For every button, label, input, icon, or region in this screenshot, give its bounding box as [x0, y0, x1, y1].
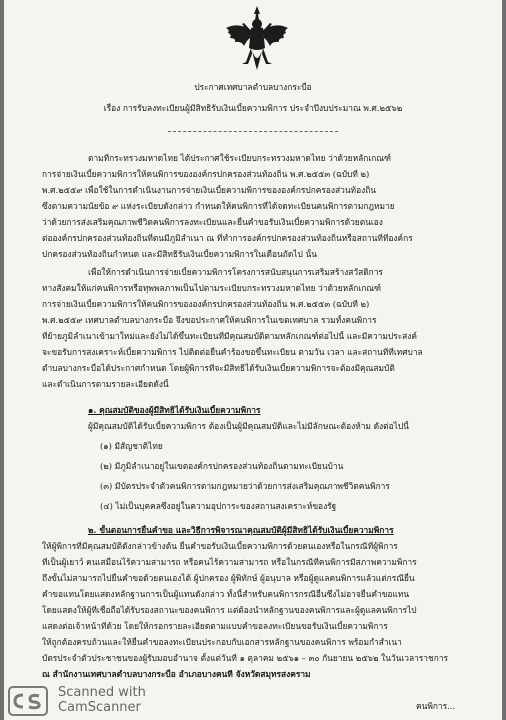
section2-line: ที่เป็นผู้เยาว์ คนเสมือนไร้ความสามารถ หรือคนไร้ความสามารถ หรือในกรณีที่คนพิการมีสภาพความพิการ	[42, 557, 417, 567]
para1-line: ปกครองส่วนท้องถิ่นกำหนด และมีสิทธิรับเงินเบี้ยความพิการในเดือนถัดไป นั้น	[42, 249, 317, 259]
section1-heading: ๑. คุณสมบัติของผู้มีสิทธิได้รับเงินเบี้ยความพิการ	[88, 405, 261, 415]
section2-line: บัตรประจำตัวประชาชนของผู้รับมอบอำนาจ ตั้งแต่วันที่ ๑ ตุลาคม ๒๕๖๑ – ๓๐ กันยายน ๒๕๖๒ ในวันเวลาราชการ	[42, 653, 448, 663]
para1-line: ต่อองค์กรปกครองส่วนท้องถิ่นที่ตนมีภูมิลำเนา ณ ที่ทำการองค์กรปกครองส่วนท้องถิ่นหรือสถานที่ที่องค์กร	[42, 233, 413, 243]
camscanner-logo-icon	[8, 686, 48, 716]
para2-line: ที่ย้ายภูมิลำเนาเข้ามาใหม่และยังไม่ได้ขึ้นทะเบียนที่มีคุณสมบัติตามหลักเกณฑ์ต่อไปนี้ และมีความประสงค์	[42, 331, 417, 341]
continued-marker: คนพิการ...	[416, 701, 456, 711]
section2-line: ถึงขั้นไม่สามารถไปยื่นคำขอด้วยตนเองได้ ผู้ปกครอง ผู้พิทักษ์ ผู้อนุบาล หรือผู้ดูแลคนพิการแล้วแต่กรณียื่น	[42, 573, 415, 583]
para2-line: การจ่ายเงินเบี้ยความพิการให้คนพิการขององค์กรปกครองส่วนท้องถิ่น พ.ศ.๒๕๕๓ (ฉบับที่ ๒)	[42, 299, 370, 309]
section2-line: ให้ผู้พิการที่มีคุณสมบัติดังกล่าวข้างต้น ยื่นคำขอรับเงินเบี้ยความพิการด้วยตนเองหรือในกรณีที่ผู้พิการ	[42, 541, 398, 551]
section2-line: คำขอแทนโดยแสดงหลักฐานการเป็นผู้แทนดังกล่าว ทั้งนี้สำหรับคนพิการกรณีอื่นซึ่งไม่อาจยื่นคำขอแทน	[42, 589, 410, 599]
section2-line: โดยแสดงให้ผู้ที่เชื่อถือได้รับรองสถานะของคนพิการ แต่ต้องนำหลักฐานของคนพิการและผู้ดูแลคนพิการไป	[42, 605, 417, 615]
section2-line: ให้ถูกต้องครบถ้วนและให้ยื่นคำขอลงทะเบียนประกอบกับเอกสารหลักฐานของคนพิการ พร้อมกำสำเนา	[42, 637, 402, 647]
section1-intro: ผู้มีคุณสมบัติได้รับเบี้ยความพิการ ต้องเป็นผู้มีคุณสมบัติและไม่มีลักษณะต้องห้าม ดังต่อไปนี้	[88, 421, 409, 431]
section1-item: (๑) มีสัญชาติไทย	[100, 441, 163, 451]
para1-line: พ.ศ.๒๕๕๙ เพื่อใช้ในการดำเนินงานการจ่ายเงินเบี้ยความพิการขององค์กรปกครองส่วนท้องถิ่น	[42, 185, 376, 195]
office-title: ประกาศเทศบาลตำบลบางกระบือ	[194, 82, 312, 92]
document-page	[4, 0, 502, 720]
section2-heading: ๒. ขั้นตอนการยื่นคำขอ และวิธีการพิจารณาคุณสมบัติผู้มีสิทธิได้รับเงินเบี้ยความพิการ	[88, 525, 394, 535]
section2-line: แสดงต่อเจ้าหน้าที่ด้วย โดยให้กรอกรายละเอียดตามแบบคำขอลงทะเบียนขอรับเงินเบี้ยความพิการ	[42, 621, 388, 631]
para2-line: ทางสังคมให้แก่คนพิการหรือทุพพลภาพเป็นไปตามระเบียบกระทรวงมหาดไทย ว่าด้วยหลักเกณฑ์	[42, 283, 382, 293]
para1-line: การจ่ายเงินเบี้ยความพิการให้คนพิการขององค์กรปกครองส่วนท้องถิ่น พ.ศ.๒๕๕๓ (ฉบับที่ ๒)	[42, 169, 370, 179]
title-divider	[168, 131, 338, 132]
section1-item: (๓) มีบัตรประจำตัวคนพิการตามกฎหมายว่าด้วยการส่งเสริมคุณภาพชีวิตคนพิการ	[100, 481, 390, 491]
camscanner-watermark	[58, 685, 146, 715]
section2-line: ณ สำนักงานเทศบาลตำบลบางกระบือ อำเภอบางคนที จังหวัดสมุทรสงคราม	[42, 669, 311, 679]
section1-item: (๒) มีภูมิลำเนาอยู่ในเขตองค์กรปกครองส่วนท้องถิ่นตามทะเบียนบ้าน	[100, 461, 344, 471]
scanner-line-1: Scanned with	[58, 685, 146, 700]
para2-line: ตำบลบางกระบือได้ประกาศกำหนด โดยผู้พิการที่จะมีสิทธิได้รับเงินเบี้ยความพิการจะต้องมีคุณสมบัติ	[42, 363, 395, 373]
para2-line: พ.ศ.๒๕๕๙ เทศบาลตำบลบางกระบือ จึงขอประกาศให้คนพิการในเขตเทศบาล รวมทั้งคนพิการ	[42, 315, 377, 325]
subject-line: เรื่อง การรับลงทะเบียนผู้มีสิทธิรับเงินเบี้ยความพิการ ประจำปีงบประมาณ พ.ศ.๒๕๖๒	[103, 103, 403, 113]
scanner-line-2: CamScanner	[58, 700, 141, 715]
para1-line: ตามที่กระทรวงมหาดไทย ได้ประกาศใช้ระเบียบกระทรวงมหาดไทย ว่าด้วยหลักเกณฑ์	[88, 153, 391, 163]
section1-item: (๔) ไม่เป็นบุคคลซึ่งอยู่ในความอุปการะของสถานสงเคราะห์ของรัฐ	[100, 501, 337, 511]
para2-line: และดำเนินการตามรายละเอียดดังนี้	[42, 379, 169, 389]
para2-line: เพื่อให้การดำเนินการจ่ายเบี้ยความพิการโครงการสนับสนุนการเสริมสร้างสวัสดิการ	[88, 267, 383, 277]
para2-line: จะขอรับการสงเคราะห์เบี้ยความพิการ ไปติดต่อยื่นคำร้องขอขึ้นทะเบียน ตามวัน เวลา และสถานที่ที่เทศบาล	[42, 347, 423, 357]
para1-line: ว่าด้วยการส่งเสริมคุณภาพชีวิตคนพิการลงทะเบียนและยื่นคำขอรับเงินเบี้ยความพิการด้วยตนเอง	[42, 217, 383, 227]
garuda-emblem-icon	[222, 4, 292, 76]
para1-line: ซึ่งตามความนัยข้อ ๙ แห่งระเบียบดังกล่าว กำหนดให้คนพิการที่ได้จดทะเบียนคนพิการตามกฎหมาย	[42, 201, 395, 211]
